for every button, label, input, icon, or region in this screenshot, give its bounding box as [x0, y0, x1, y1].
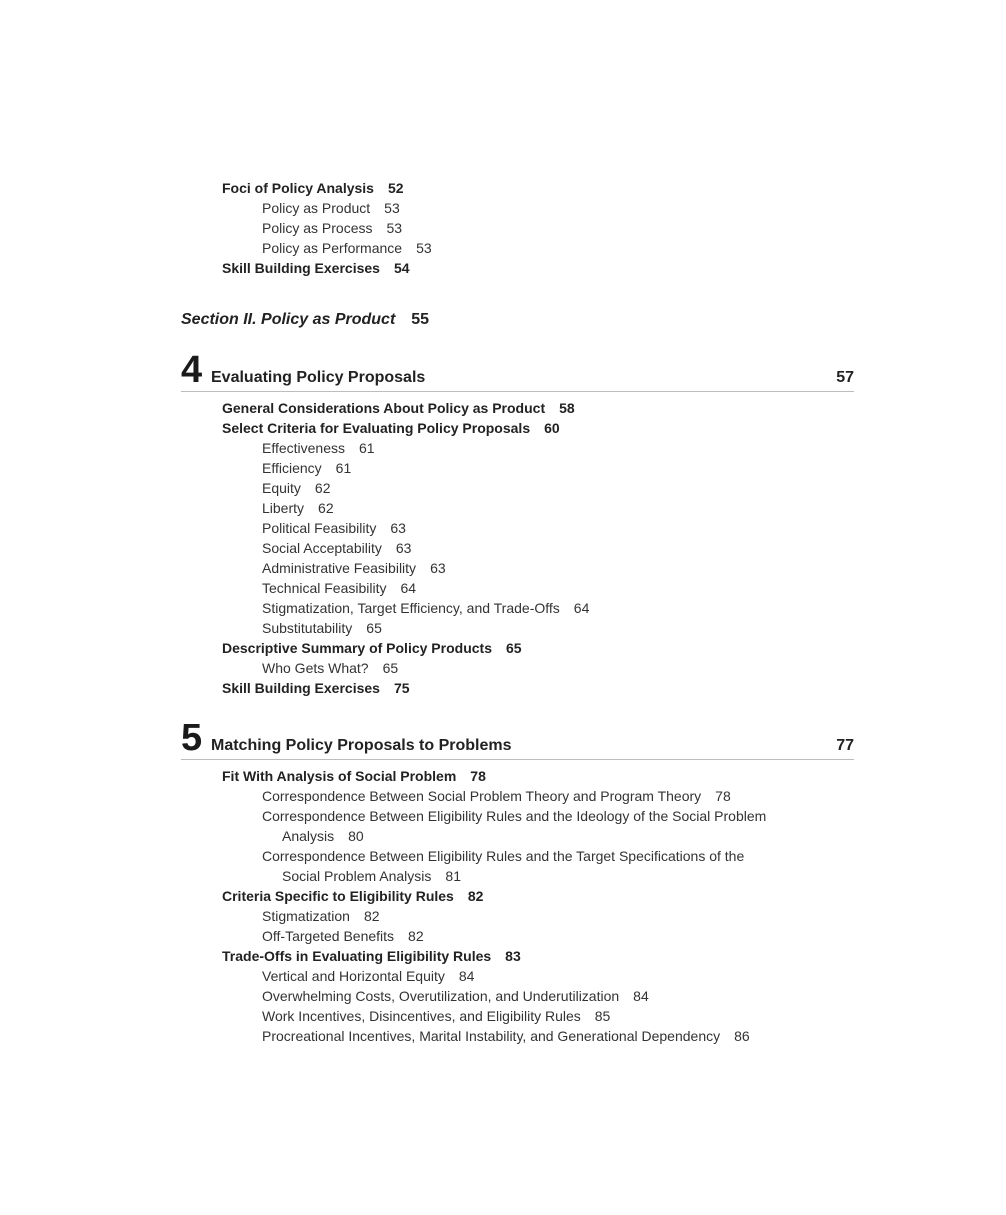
- toc-entry: [262, 966, 474, 986]
- entry-page: 84: [458, 968, 475, 984]
- entry-text: Foci of Policy Analysis: [222, 180, 374, 196]
- toc-entry: [262, 846, 744, 866]
- toc-entry: [262, 218, 402, 238]
- toc-entry-continuation: [282, 866, 461, 886]
- toc-entry: [262, 198, 400, 218]
- chapter-title: Evaluating Policy Proposals: [211, 369, 426, 386]
- entry-page: 83: [505, 948, 521, 964]
- entry-page: 78: [470, 768, 486, 784]
- entry-page: 60: [544, 420, 560, 436]
- toc-entry: [262, 906, 380, 926]
- chapter-number: 5: [181, 717, 203, 759]
- entry-page: 80: [348, 828, 364, 844]
- entry-page: 63: [390, 520, 406, 536]
- entry-text: Select Criteria for Evaluating Policy Proposals: [222, 420, 531, 436]
- entry-page: 52: [387, 180, 404, 196]
- entry-text: Correspondence Between Eligibility Rules and the Target Specifications of the: [262, 848, 745, 864]
- toc-entry: [262, 786, 731, 806]
- entry-page: 65: [505, 640, 522, 656]
- entry-text: Policy as Product: [262, 200, 371, 216]
- toc-entry: [262, 538, 411, 558]
- toc-entry: [262, 1006, 610, 1026]
- section-heading: [181, 309, 429, 331]
- entry-page: 81: [445, 868, 461, 884]
- chapter-number: 4: [181, 349, 203, 391]
- chapter-page: 57: [836, 369, 854, 386]
- toc-entry: [262, 558, 446, 578]
- section-page: 55: [411, 311, 430, 328]
- toc-entry: [222, 678, 410, 698]
- toc-entry: [262, 238, 432, 258]
- entry-text: Skill Building Exercises: [222, 680, 380, 696]
- entry-text: Stigmatization: [262, 908, 350, 924]
- entry-text: Efficiency: [262, 460, 322, 476]
- toc-entry: [262, 986, 649, 1006]
- toc-entry: [262, 518, 406, 538]
- entry-page: 86: [734, 1028, 750, 1044]
- entry-text: Skill Building Exercises: [222, 260, 380, 276]
- entry-text: Overwhelming Costs, Overutilization, and Underutilization: [262, 988, 620, 1004]
- entry-text: Political Feasibility: [262, 520, 377, 536]
- entry-page: 53: [386, 220, 403, 236]
- chapter-title: Matching Policy Proposals to Problems: [211, 737, 512, 754]
- toc-entry: [262, 438, 375, 458]
- entry-page: 61: [359, 440, 375, 456]
- toc-entry: [262, 1026, 750, 1046]
- entry-text: Equity: [262, 480, 301, 496]
- entry-page: 53: [416, 240, 432, 256]
- entry-text: Descriptive Summary of Policy Products: [222, 640, 492, 656]
- entry-page: 63: [430, 560, 446, 576]
- toc-entry: [262, 926, 424, 946]
- entry-text: Correspondence Between Social Problem Theory and Program Theory: [262, 788, 702, 804]
- entry-text: Liberty: [262, 500, 305, 516]
- toc-entry: [222, 418, 560, 438]
- toc-entry: [262, 806, 766, 826]
- entry-page: 63: [395, 540, 412, 556]
- entry-page: 62: [318, 500, 334, 516]
- entry-page: 61: [335, 460, 352, 476]
- entry-text: Fit With Analysis of Social Problem: [222, 768, 457, 784]
- entry-text: Technical Feasibility: [262, 580, 387, 596]
- entry-text: Social Problem Analysis: [282, 868, 432, 884]
- chapter-heading: [181, 349, 854, 392]
- entry-page: 84: [633, 988, 649, 1004]
- toc-entry: [222, 886, 483, 906]
- entry-page: 64: [573, 600, 590, 616]
- entry-page: 53: [384, 200, 400, 216]
- entry-text: Work Incentives, Disincentives, and Eligibility Rules: [262, 1008, 581, 1024]
- entry-page: 75: [393, 680, 410, 696]
- entry-page: 58: [559, 400, 575, 416]
- chapter-heading: [181, 717, 854, 760]
- toc-entry: [222, 638, 522, 658]
- toc-entry: [222, 946, 521, 966]
- entry-page: 62: [314, 480, 331, 496]
- toc-entry: [262, 498, 334, 518]
- entry-text: Procreational Incentives, Marital Instability, and Generational Dependency: [262, 1028, 721, 1044]
- toc-entry: [222, 398, 575, 418]
- entry-text: Policy as Performance: [262, 240, 403, 256]
- toc-entry: [262, 658, 398, 678]
- toc-entry: [262, 578, 416, 598]
- entry-text: Administrative Feasibility: [262, 560, 417, 576]
- entry-page: 82: [408, 928, 424, 944]
- entry-page: 65: [382, 660, 399, 676]
- toc-entry: [262, 458, 351, 478]
- entry-text: Effectiveness: [262, 440, 346, 456]
- toc-entry: [262, 598, 589, 618]
- toc-entry: [222, 178, 404, 198]
- toc-entry: [262, 478, 331, 498]
- toc-entry: [262, 618, 382, 638]
- entry-page: 65: [366, 620, 382, 636]
- toc-entry-continuation: [282, 826, 364, 846]
- entry-text: Substitutability: [262, 620, 353, 636]
- entry-text: Social Acceptability: [262, 540, 382, 556]
- entry-page: 54: [393, 260, 410, 276]
- entry-text: Trade-Offs in Evaluating Eligibility Rules: [222, 948, 492, 964]
- chapter-page: 77: [836, 737, 854, 754]
- entry-text: Off-Targeted Benefits: [262, 928, 395, 944]
- entry-text: Who Gets What?: [262, 660, 369, 676]
- entry-text: General Considerations About Policy as Product: [222, 400, 546, 416]
- entry-page: 64: [400, 580, 417, 596]
- entry-text: Analysis: [282, 828, 335, 844]
- entry-text: Vertical and Horizontal Equity: [262, 968, 445, 984]
- entry-page: 82: [363, 908, 380, 924]
- entry-page: 85: [594, 1008, 611, 1024]
- section-title: Section II. Policy as Product: [181, 311, 396, 328]
- entry-page: 82: [467, 888, 484, 904]
- toc-entry: [222, 258, 410, 278]
- entry-text: Policy as Process: [262, 220, 373, 236]
- toc-entry: [222, 766, 486, 786]
- entry-text: Criteria Specific to Eligibility Rules: [222, 888, 454, 904]
- entry-page: 78: [715, 788, 731, 804]
- entry-text: Correspondence Between Eligibility Rules and the Ideology of the Social Problem: [262, 808, 767, 824]
- entry-text: Stigmatization, Target Efficiency, and Trade-Offs: [262, 600, 560, 616]
